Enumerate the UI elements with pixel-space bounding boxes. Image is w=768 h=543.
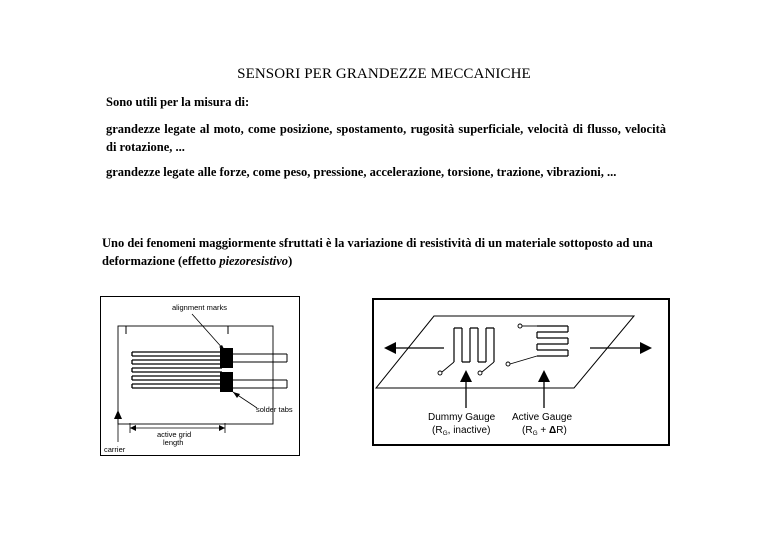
dummy-gauge-sublabel: ($R_G$, inactive) bbox=[432, 425, 491, 437]
page-title: SENSORI PER GRANDEZZE MECCANICHE bbox=[237, 66, 531, 82]
active-grid-label-line1: active grid bbox=[157, 430, 192, 439]
active-grid-label-line2: length bbox=[163, 438, 184, 447]
dummy-active-gauge-diagram bbox=[372, 298, 670, 446]
carrier-label: carrier bbox=[104, 445, 126, 454]
strain-gauge-diagram bbox=[100, 296, 300, 456]
active-gauge-sublabel: $(R_G + \Delta R)$ bbox=[522, 425, 567, 437]
paragraph-motion-quantities: grandezze legate al moto, come posizione, spostamento, rugosità superficiale, velocità di flusso, velocità di rotazione, ... bbox=[106, 122, 666, 154]
paragraph-force-quantities: grandezze legate alle forze, come peso, pressione, accelerazione, torsione, trazione, vibrazioni, ... bbox=[106, 165, 617, 179]
intro-text: Sono utili per la misura di: bbox=[106, 95, 250, 109]
paragraph-piezoresistive bbox=[102, 234, 662, 270]
piezo-text-after: ) bbox=[288, 254, 293, 268]
solder-tab-bottom bbox=[220, 372, 233, 392]
piezo-italic-term: piezoresistivo bbox=[219, 254, 289, 268]
solder-tabs-label: solder tabs bbox=[256, 405, 293, 414]
piezo-text-before: Uno dei fenomeni maggiormente sfruttati è la variazione di resistività di un materiale sottoposto ad una deformazione (effetto bbox=[102, 236, 653, 268]
alignment-marks-label: alignment marks bbox=[172, 303, 228, 312]
dummy-gauge-label: Dummy Gauge bbox=[428, 412, 496, 423]
figure-frame bbox=[373, 299, 669, 445]
solder-tab-top bbox=[220, 348, 233, 368]
active-gauge-label: Active Gauge bbox=[512, 412, 573, 423]
